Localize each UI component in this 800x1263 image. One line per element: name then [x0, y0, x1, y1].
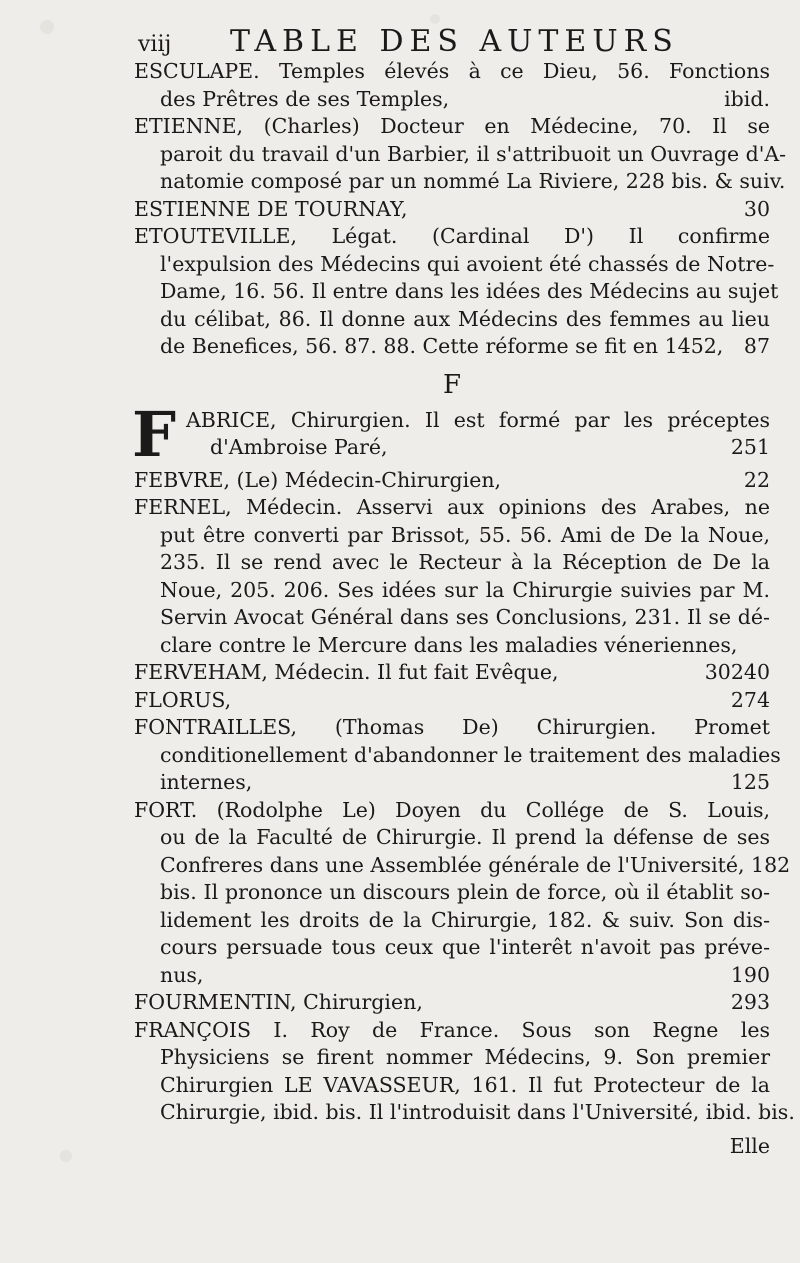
entry-line	[134, 962, 770, 990]
entry-text: FONTRAILLES, (Thomas De) Chirurgien. Promet	[134, 715, 770, 739]
entry-text: d'Ambroise Paré,	[210, 435, 388, 459]
entry-line	[134, 86, 770, 114]
index-entry	[134, 1017, 795, 1127]
entry-text: put être converti par Brissot, 55. 56. Ami de De la Noue,	[160, 522, 770, 547]
paper-stain	[60, 1150, 72, 1162]
page-reference: 190	[730, 962, 770, 987]
entry-text: du célibat, 86. Il donne aux Médecins des femmes au lieu	[160, 306, 770, 331]
entry-line	[134, 907, 770, 935]
entry-text: natomie composé par un nommé La Riviere, 228 bis. & suiv.	[160, 169, 786, 193]
entry-line	[134, 306, 770, 334]
entry-line	[134, 407, 770, 435]
entry-text: Noue, 205. 206. Ses idées sur la Chirurgie suivies par M.	[160, 577, 770, 602]
page-reference: 30	[743, 196, 770, 221]
entry-text: Servin Avocat Général dans ses Conclusions, 231. Il se dé-	[160, 605, 770, 629]
entry-line	[134, 659, 770, 687]
index-entry	[134, 467, 770, 495]
page-reference: 251	[730, 435, 770, 459]
entry-text: FORT. (Rodolphe Le) Doyen du Collége de S. Louis,	[134, 797, 770, 822]
entry-text: Chirurgien LE VAVASSEUR, 161. Il fut Protecteur de la	[160, 1072, 770, 1097]
running-title: TABLE DES AUTEURS	[230, 24, 679, 59]
section-letter: F	[442, 369, 462, 400]
entry-line	[134, 797, 770, 825]
entry-text: l'expulsion des Médecins qui avoient été chassés de Notre-	[160, 251, 775, 276]
entry-line	[134, 1099, 795, 1127]
entry-line	[134, 1044, 770, 1072]
catchword: Elle	[729, 1134, 770, 1158]
entry-text: conditionellement d'abandonner le traitement des maladies	[160, 742, 781, 767]
entry-text: Chirurgie, ibid. bis. Il l'introduisit dans l'Université, ibid. bis.	[160, 1100, 795, 1124]
index-entry	[134, 58, 770, 113]
entry-line	[134, 769, 770, 797]
entry-text: bis. Il prononce un discours plein de force, où il établit so-	[160, 880, 770, 904]
entry-text: FERVEHAM, Médecin. Il fut fait Evêque,	[134, 660, 559, 684]
index-entry	[134, 659, 770, 687]
entry-text: de Benefices, 56. 87. 88. Cette réforme se fit en 1452,	[160, 334, 724, 358]
page-reference: 87	[743, 334, 770, 358]
entry-line	[134, 494, 770, 522]
paper-stain	[40, 20, 54, 34]
entry-text: FOURMENTIN, Chirurgien,	[134, 990, 423, 1014]
entry-line	[134, 742, 781, 770]
index-entry	[134, 714, 781, 797]
entry-line	[134, 434, 770, 462]
running-header	[134, 16, 774, 60]
entry-line	[134, 113, 770, 141]
page-reference: 274	[730, 687, 770, 712]
page-reference: 125	[730, 770, 770, 794]
entry-text: lidement les droits de la Chirurgie, 182. & suiv. Son dis-	[160, 907, 770, 932]
entry-text: ESTIENNE DE TOURNAY,	[134, 196, 408, 221]
index-entry	[134, 989, 770, 1017]
entry-line	[134, 687, 770, 715]
entry-line	[134, 824, 770, 852]
entry-line	[134, 852, 791, 880]
entry-text: ou de la Faculté de Chirurgie. Il prend la défense de ses	[160, 825, 770, 849]
index-entry	[134, 797, 791, 990]
entry-text: ESCULAPE. Temples élevés à ce Dieu, 56. Fonctions	[134, 59, 770, 83]
entry-line	[134, 467, 770, 495]
entry-line	[134, 604, 770, 632]
entry-text: FERNEL, Médecin. Asservi aux opinions des Arabes, ne	[134, 495, 770, 519]
index-entry	[134, 223, 779, 361]
index-entry-fabrice	[132, 397, 770, 471]
entry-line	[134, 934, 770, 962]
entry-line	[134, 879, 770, 907]
entry-line	[134, 549, 770, 577]
entry-line	[134, 714, 770, 742]
drop-cap: F	[132, 397, 177, 471]
entries-section-e	[134, 58, 787, 361]
entry-line	[134, 278, 779, 306]
entry-text: des Prêtres de ses Temples,	[160, 86, 450, 111]
entry-text: FLORUS,	[134, 687, 232, 712]
page-folio: viij	[138, 32, 172, 57]
entry-text: ETIENNE, (Charles) Docteur en Médecine, 70. Il se	[134, 114, 770, 138]
entry-text: FRANÇOIS I. Roy de France. Sous son Regne les	[134, 1017, 770, 1042]
page-reference: 240	[730, 660, 770, 684]
entry-line	[134, 58, 770, 86]
index-entry	[134, 687, 770, 715]
entry-text: internes,	[160, 770, 253, 794]
entry-text: ETOUTEVILLE, Légat. (Cardinal D') Il confirme	[134, 224, 770, 248]
index-entry	[134, 113, 787, 196]
entry-line	[134, 168, 786, 196]
page-reference: ibid.	[724, 86, 770, 111]
entry-text: clare contre le Mercure dans les maladies véneriennes,	[160, 632, 738, 657]
entry-line	[134, 223, 770, 251]
entry-line	[134, 522, 770, 550]
entry-line	[134, 1017, 770, 1045]
index-entries	[132, 58, 795, 1127]
entry-text: ABRICE, Chirurgien. Il est formé par les préceptes	[186, 407, 770, 432]
entry-text: nus,	[160, 962, 204, 987]
entries-section-f	[134, 467, 795, 1127]
entry-text: paroit du travail d'un Barbier, il s'attribuoit un Ouvrage d'A-	[160, 141, 787, 166]
entry-text: Physiciens se firent nommer Médecins, 9. Son premier	[160, 1045, 770, 1069]
entry-text: 235. Il se rend avec le Recteur à la Réception de De la	[160, 550, 770, 574]
entry-line	[134, 251, 775, 279]
entry-text: FEBVRE, (Le) Médecin-Chirurgien,	[134, 467, 502, 492]
index-entry	[134, 196, 770, 224]
entry-line	[134, 989, 770, 1017]
page-reference: 30	[704, 660, 731, 684]
entry-text: cours persuade tous ceux que l'interêt n'avoit pas préve-	[160, 935, 770, 959]
entry-line	[134, 141, 787, 169]
entry-line	[134, 333, 770, 361]
entry-line	[134, 196, 770, 224]
entry-text: Dame, 16. 56. Il entre dans les idées des Médecins au sujet	[160, 279, 779, 303]
page-reference: 293	[730, 990, 770, 1014]
entry-line	[134, 1072, 770, 1100]
entry-text: Confreres dans une Assemblée générale de l'Université, 182	[160, 852, 791, 877]
entry-line	[134, 577, 770, 605]
page-reference: 22	[743, 467, 770, 492]
